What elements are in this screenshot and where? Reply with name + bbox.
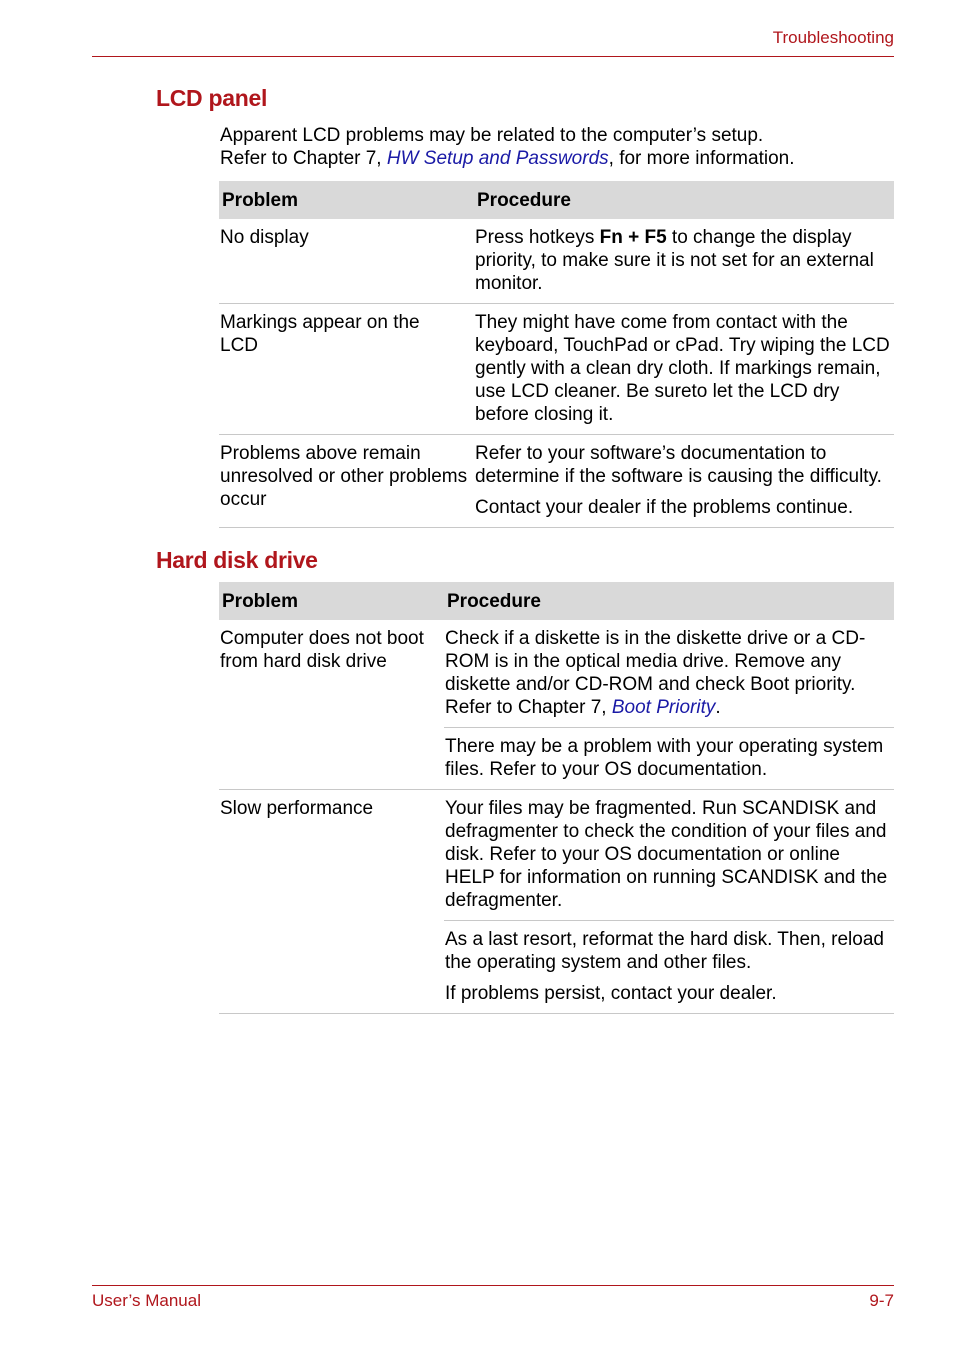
header-rule: [92, 56, 894, 57]
table-row: [219, 790, 894, 921]
procedure-paragraph: If problems persist, contact your dealer.: [445, 983, 777, 1004]
lcd-problem-table: [219, 181, 894, 528]
procedure-cell: They might have come from contact with the keyboard, TouchPad or cPad. Try wiping the LCD gently with a clean dry cloth. If markings remain, use LCD cleaner. Be sureto let the LCD dry before closing it.: [474, 304, 894, 435]
procedure-text: Check if a diskette is in the diskette drive or a CD-ROM is in the optical media drive. Remove any diskette and/or CD-ROM and check Boot priority. Refer to Chapter 7,: [445, 628, 866, 718]
procedure-cell: Your files may be fragmented. Run SCANDISK and defragmenter to check the condition of your files and disk. Refer to your OS documentation or online HELP for information on running SCANDISK and the defragmenter.: [444, 790, 894, 921]
problem-cell: Markings appear on the LCD: [219, 304, 474, 435]
intro-text-end: , for more information.: [608, 148, 795, 169]
footer-rule: [92, 1285, 894, 1286]
procedure-cell: There may be a problem with your operating system files. Refer to your OS documentation.: [444, 728, 894, 790]
boot-priority-link[interactable]: Boot Priority: [611, 697, 716, 718]
column-header-problem: Problem: [219, 582, 444, 620]
hdd-problem-table: [219, 582, 894, 1014]
procedure-cell: [444, 620, 894, 728]
hw-setup-link[interactable]: HW Setup and Passwords: [386, 148, 609, 169]
table-header-row: [219, 181, 894, 219]
footer-manual-title: User’s Manual: [92, 1291, 201, 1310]
intro-text: Refer to Chapter 7,: [220, 148, 387, 169]
procedure-text-end: to change the display priority, to make sure it is not set for an external monitor.: [475, 227, 874, 294]
column-header-procedure: Procedure: [444, 582, 894, 620]
table-row: [219, 435, 894, 528]
section-title-hard-disk-drive: Hard disk drive: [156, 547, 318, 573]
column-header-problem: Problem: [219, 181, 474, 219]
problem-cell: Problems above remain unresolved or other problems occur: [219, 435, 474, 528]
table-row: [219, 304, 894, 435]
lcd-intro: [220, 124, 900, 170]
running-head: Troubleshooting: [772, 28, 894, 47]
procedure-paragraph: Refer to your software’s documentation to determine if the software is causing the difficulty.: [475, 443, 882, 487]
problem-cell: Slow performance: [219, 790, 444, 1014]
table-header-row: [219, 582, 894, 620]
procedure-cell: [444, 921, 894, 1014]
procedure-text: Press hotkeys: [475, 227, 600, 248]
procedure-paragraph: Contact your dealer if the problems continue.: [475, 497, 854, 518]
hotkey-text: Fn + F5: [599, 227, 667, 248]
table-row: [219, 219, 894, 304]
section-title-lcd-panel: LCD panel: [156, 85, 268, 111]
intro-line-2: [220, 147, 900, 170]
procedure-paragraph: As a last resort, reformat the hard disk. Then, reload the operating system and other files.: [445, 929, 884, 973]
intro-line-1: Apparent LCD problems may be related to the computer’s setup.: [220, 125, 764, 146]
problem-cell: Computer does not boot from hard disk drive: [219, 620, 444, 790]
procedure-text-end: .: [715, 697, 721, 718]
page-number: 9-7: [869, 1291, 894, 1310]
problem-cell: No display: [219, 219, 474, 304]
table-row: [219, 620, 894, 728]
column-header-procedure: Procedure: [474, 181, 894, 219]
procedure-cell: [474, 435, 894, 528]
procedure-cell: [474, 219, 894, 304]
